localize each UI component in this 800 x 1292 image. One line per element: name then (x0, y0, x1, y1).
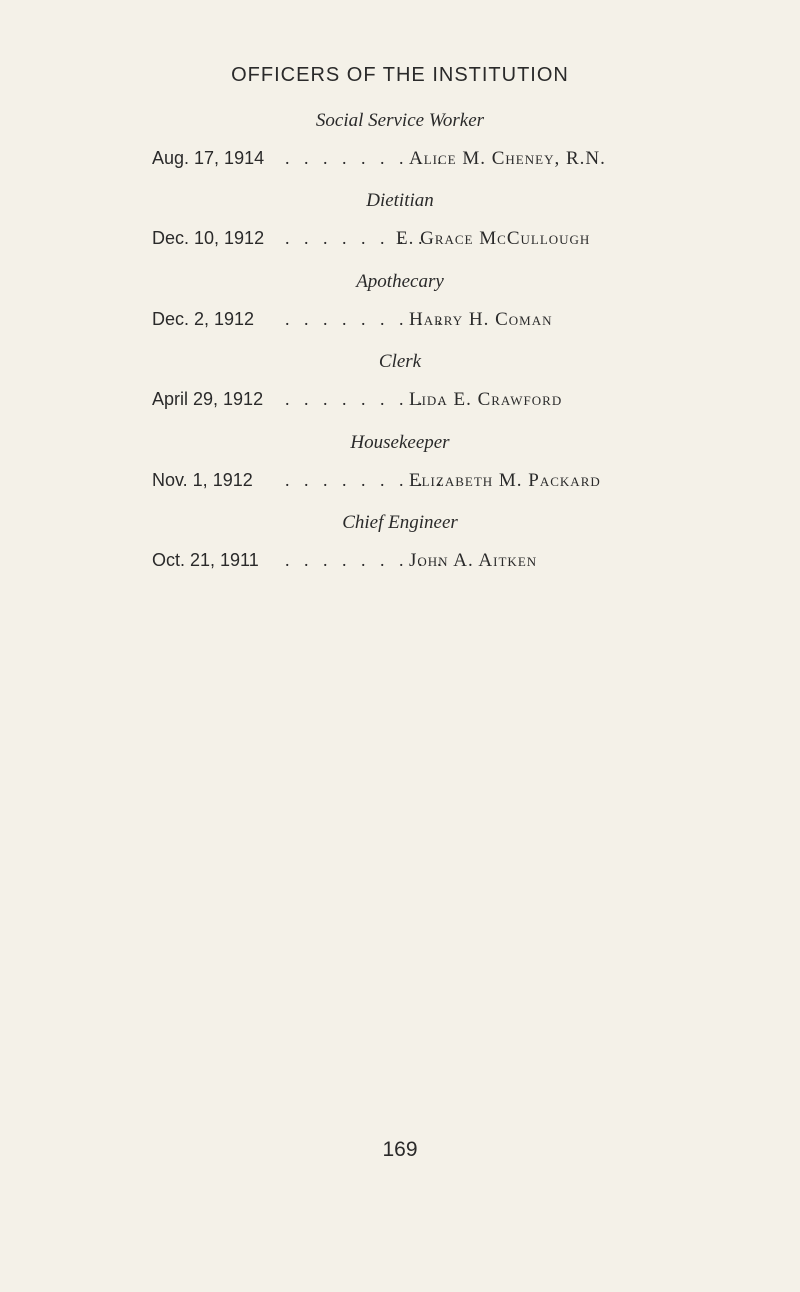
officer-name: Alice M. Cheney, R.N. (409, 148, 606, 169)
appointment-date: Oct. 21, 1911 (152, 550, 259, 570)
officer-entry-housekeeper (0, 432, 800, 512)
officer-role: Apothecary (356, 271, 444, 292)
appointment-date: Nov. 1, 1912 (152, 470, 253, 490)
officer-line (0, 228, 800, 258)
appointment-date: April 29, 1912 (152, 389, 264, 409)
officer-name: E. Grace McCullough (396, 228, 591, 249)
officer-name: John A. Aitken (409, 550, 538, 571)
officer-role: Chief Engineer (342, 512, 458, 533)
officer-line (0, 550, 800, 580)
dot-leader: . . . . . . . . . (285, 148, 447, 168)
officer-role: Dietitian (366, 190, 434, 211)
officer-role: Clerk (378, 351, 422, 372)
officer-entry-chief-engineer (0, 512, 800, 592)
officer-name: Harry H. Coman (409, 309, 553, 330)
dot-leader: . . . . . . . . . (285, 389, 447, 409)
officer-entry-apothecary (0, 271, 800, 351)
officer-line (0, 389, 800, 419)
appointment-date: Dec. 2, 1912 (152, 309, 255, 329)
officer-line (0, 148, 800, 178)
dot-leader: . . . . . . . . (285, 228, 428, 248)
officer-role: Housekeeper (350, 432, 450, 453)
officer-entry-dietitian (0, 190, 800, 270)
dot-leader: . . . . . . . . . (285, 309, 447, 329)
appointment-date: Aug. 17, 1914 (152, 148, 265, 168)
dot-leader: . . . . . . . . . (285, 550, 447, 570)
officer-name: Elizabeth M. Packard (409, 470, 601, 491)
officer-name: Lida E. Crawford (409, 389, 563, 410)
page-number: 169 (382, 1138, 418, 1161)
officer-entry-social-service-worker (0, 110, 800, 190)
dot-leader: . . . . . . . . . (285, 470, 447, 490)
appointment-date: Dec. 10, 1912 (152, 228, 265, 248)
officer-line (0, 309, 800, 339)
officer-entry-clerk (0, 351, 800, 431)
officer-role: Social Service Worker (315, 110, 485, 131)
page-heading: OFFICERS OF THE INSTITUTION (231, 64, 569, 86)
officer-line (0, 470, 800, 500)
